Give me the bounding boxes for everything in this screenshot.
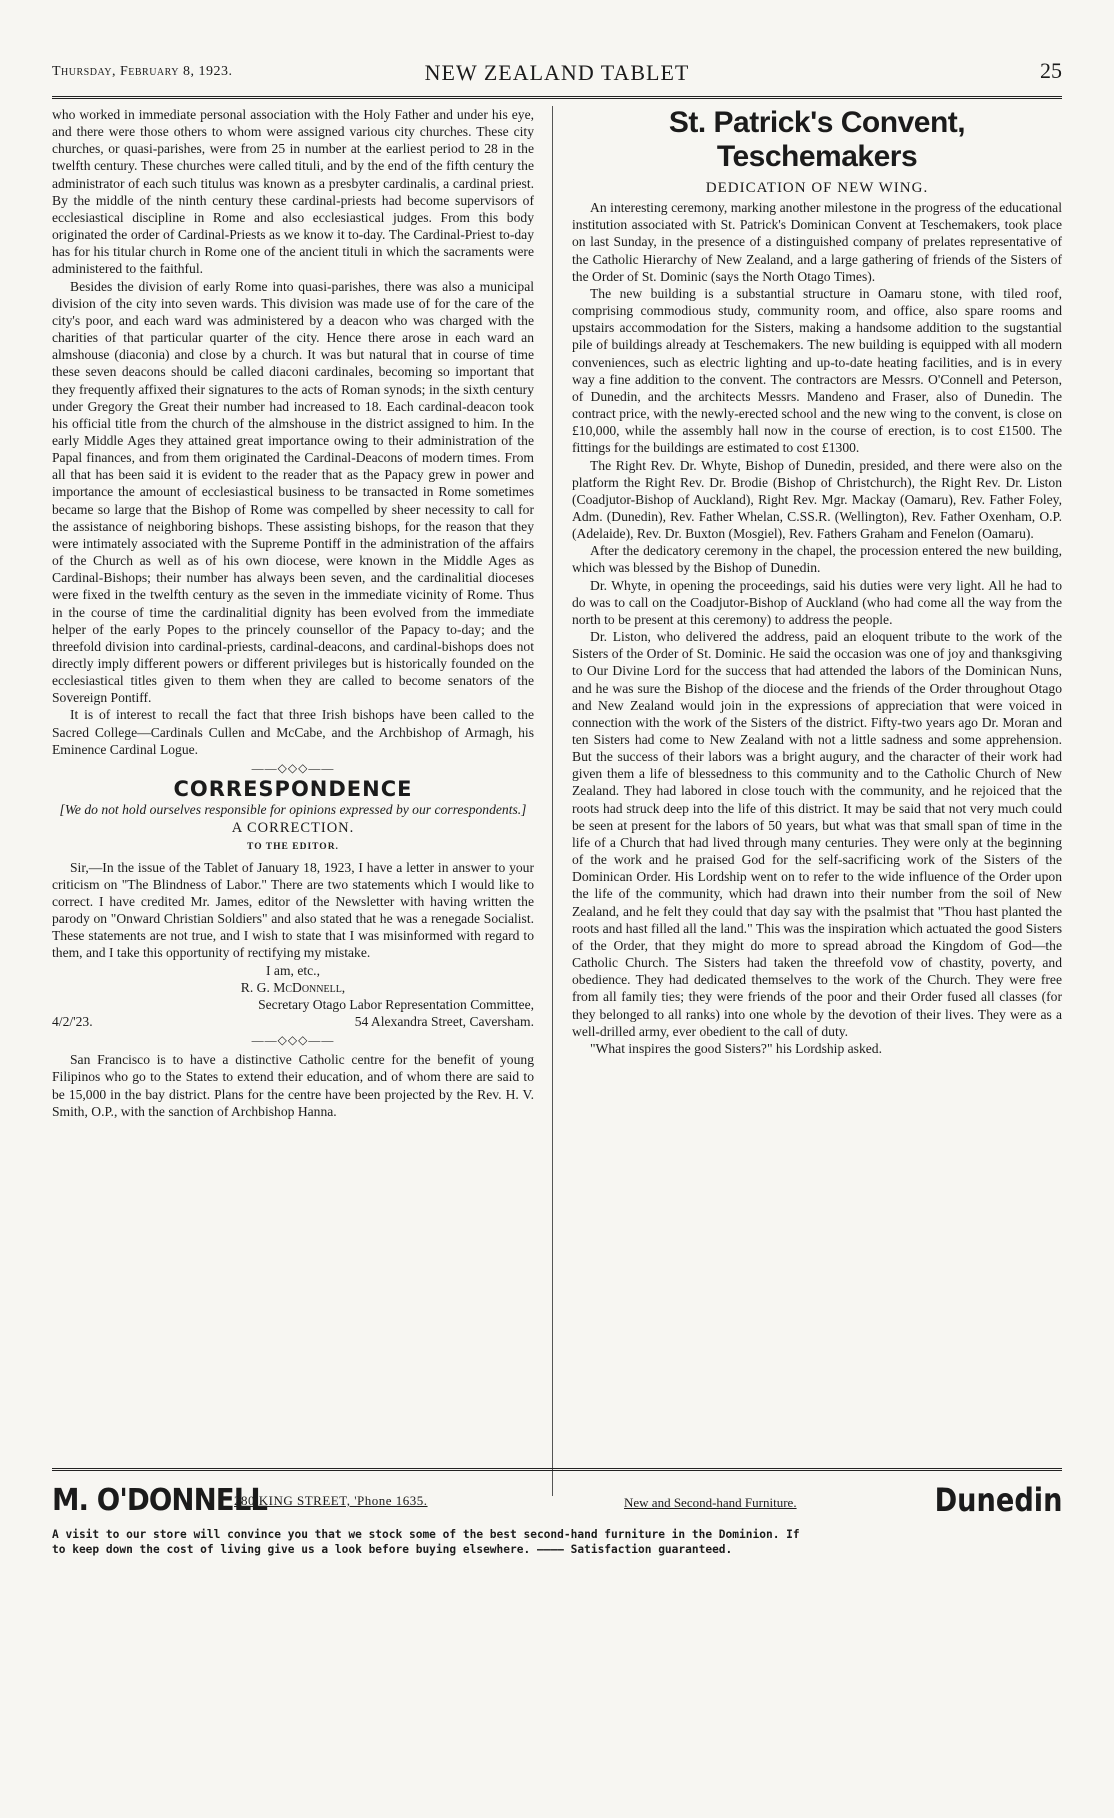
article-paragraph: "What inspires the good Sisters?" his Lordship asked.: [590, 1040, 882, 1056]
article-paragraph: An interesting ceremony, marking another milestone in the progress of the educational institution associated with St. Patrick's Dominican Convent at Teschemakers, took place on last Sunday, in the presence of a distinguished company of prelates representative of the Catholic Hierarchy of New Zealand, and a large gathering of friends of the Sisters of the Order of St. Dominic (says the North Otago Times).: [572, 200, 1062, 284]
article-paragraph: Dr. Whyte, in opening the proceedings, said his duties were very light. All he had to do was to call on the Coadjutor-Bishop of Auckland (who had come all the way from the north to be present at this ceremony) to address the people.: [572, 577, 1062, 627]
editorial-disclaimer: [We do not hold ourselves responsible for opinions expressed by our correspondents.]: [59, 802, 527, 818]
issue-date: Thursday, February 8, 1923.: [52, 64, 233, 79]
advertiser-city: Dunedin: [934, 1481, 1062, 1519]
letter-closing: I am, etc.,: [266, 962, 320, 978]
story-subheading: DEDICATION OF NEW WING.: [705, 180, 929, 196]
to-editor-label: TO THE EDITOR.: [247, 842, 339, 853]
right-column: [572, 106, 1062, 1057]
letter-date: 4/2/'23.: [52, 1013, 93, 1029]
correspondence-heading: CORRESPONDENCE: [173, 777, 413, 802]
masthead: [52, 58, 1062, 99]
section-divider: ——◇◇◇——: [251, 1033, 335, 1048]
page-number: 25: [1040, 58, 1062, 83]
advert-tagline: A visit to our store will convince you that we stock some of the best second-hand furniture in the Dominion. If: [52, 1528, 800, 1541]
section-divider: ——◇◇◇——: [251, 760, 335, 775]
story-headline: St. Patrick's Convent, Teschemakers: [668, 106, 966, 173]
article-paragraph: Besides the division of early Rome into quasi-parishes, there was also a municipal division of the city into seven wards. This division was made use of for the care of the city's poor, and each ward was administered by a deacon who was charged with the charities of that particular quarter of the city. Hence there arose in each ward an almshouse (diaconia) and close by a church. It was but natural that in course of time these seven deacons should be called diaconi cardinales, becoming so important that they frequently affixed their signatures to the acts of Roman synods; in the sixth century under Gregory the Great their number had increased to 18. Each cardinal-deacon took his official title from the church of the almshouse in the district assigned to him. In the early Middle Ages they attained great importance owing to their administration of the Papal finances, and from them originated the Cardinal-Deacons of modern times. From all that has been said it is evident to the reader that as the Papacy grew in power and importance the amount of ecclesiastical business to be transacted in Rome sometimes became so large that the Bishop of Rome was compelled by sheer necessity to call for the assistance of neighboring bishops. These assisting bishops, for the reason that they were intimately associated with the Supreme Pontiff in the administration of the affairs of the Church as well as of his own diocese, were known in the Middle Ages as Cardinal-Bishops; their number has always been seven, and the cardinalitial dioceses were fixed in the twelfth century as the seven in the immediate vicinity of Rome. Thus in the course of time the cardinalitial dignity has been evolved from the immediate helper of the early Popes to the princely counsellor of the Papacy to-day; and the threefold division into cardinal-priests, cardinal-deacons, and cardinal-bishops does not directly imply different powers or different privileges but is historically founded on the ecclesiastical titles given to them when they are called to become senators of the Sovereign Pontiff.: [52, 278, 534, 706]
correspondence-section: [52, 777, 534, 1030]
article-paragraph: It is of interest to recall the fact that three Irish bishops have been called to the Sacred College—Cardinals Cullen and McCabe, and the Archbishop of Armagh, his Eminence Cardinal Logue.: [52, 707, 534, 757]
advertiser-address: 280 KING STREET, 'Phone 1635.: [234, 1493, 428, 1508]
letter-body: Sir,—In the issue of the Tablet of January 18, 1923, I have a letter in answer to your criticism on "The Blindness of Labor." There are two statements which I would like to correct. I have credited Mr. James, editor of the Newsletter with having written the parody on "Onward Christian Soldiers" and also stated that he was a renegade Socialist. These statements are not true, and I wish to state that I was misinformed with regard to them, and I take this opportunity of rectifying my mistake.: [52, 859, 534, 961]
newspaper-title: NEW ZEALAND TABLET: [424, 60, 690, 85]
advert-tagline: to keep down the cost of living give us a look before buying elsewhere. ———— Satisfaction guaranteed.: [52, 1543, 733, 1556]
letter-title: A CORRECTION.: [231, 820, 355, 837]
left-column: [52, 106, 534, 1120]
article-paragraph: After the dedicatory ceremony in the chapel, the procession entered the new building, which was blessed by the Bishop of Dunedin.: [572, 543, 1062, 576]
letter-address: 54 Alexandra Street, Caversham.: [354, 1013, 534, 1029]
advertisement: [52, 1468, 1062, 1556]
column-rule: [552, 106, 553, 1496]
signatory-position: Secretary Otago Labor Representation Committee,: [258, 996, 534, 1012]
article-paragraph: The new building is a substantial structure in Oamaru stone, with tiled roof, comprising commodious study, community room, and office, also spare rooms and upstairs accommodation for the Sisters, making a handsome addition to the sugstantial pile of buildings already at Teschemakers. The new building is equipped with all modern conveniences, such as electric lighting and up-to-date heating facilities, and is in every way a fine addition to the convent. The contractors are Messrs. O'Connell and Peterson, of Dunedin, and the architects Messrs. Mandeno and Fraser, also of Dunedin. The contract price, with the newly-erected school and the new wing to the convent, is close on £10,000, while the assembly hall now in the course of erection, is to cost £1500. The fittings for the buildings are estimated to cost £1300.: [572, 285, 1062, 456]
letter-signature: R. G. McDonnell,: [240, 979, 346, 995]
letter-dateline: [52, 1013, 534, 1030]
article-paragraph: The Right Rev. Dr. Whyte, Bishop of Dunedin, presided, and there were also on the platform the Right Rev. Dr. Brodie (Bishop of Christchurch), the Right Rev. Dr. Liston (Coadjutor-Bishop of Auckland), Right Rev. Mgr. Mackay (Oamaru), Rev. Father Foley, Adm. (Dunedin), Rev. Father Whelan, C.SS.R. (Wellington), Rev. Father Oxenham, O.P. (Adelaide), Rev. Dr. Buxton (Mosgiel), Rev. Fathers Graham and Fenelon (Oamaru).: [572, 457, 1062, 542]
newspaper-page: [52, 58, 1062, 1798]
article-paragraph: who worked in immediate personal association with the Holy Father and under his eye, and there were those others to whom were assigned various city churches. These city churches, or quasi-parishes, were from 25 in number at the earliest period to 28 in the twelfth century. These churches were called tituli, and by the end of the fifth century the administrator of each such titulus was known as a presbyter cardinalis, a cardinal priest. By the middle of the ninth century these cardinal-priests had become supervisors of ecclesiastical discipline in Rome and also ecclesiastical judges. From this body originated the order of Cardinal-Priests as we know it to-day. The Cardinal-Priest to-day has for his titular church in Rome one of the ancient tituli in which the sacraments were administered to the faithful.: [52, 107, 534, 277]
news-paragraph: San Francisco is to have a distinctive Catholic centre for the benefit of young Filipinos who go to the States to extend their education, and of whom there are said to be 15,000 in the bay district. Plans for the centre have been projected by the Rev. H. V. Smith, O.P., with the sanction of Archbishop Hanna.: [52, 1052, 534, 1119]
advertiser-goods: New and Second-hand Furniture.: [624, 1495, 797, 1510]
article-paragraph: Dr. Liston, who delivered the address, paid an eloquent tribute to the work of the Sisters of the Order of St. Dominic. He said the occasion was one of joy and thanksgiving to Our Divine Lord for the success that had attended the labors of the Dominican Nuns, and he was sure the Bishop of the diocese and the friends of the Order throughout Otago and New Zealand would join in the expressions of appreciation that were voiced in connection with the work of the Sisters of the district. Fifty-two years ago Dr. Moran and ten Sisters had come to New Zealand with not a little sadness and some apprehension. But the success of their labors was a bright augury, and the character of their work had given them a life of blessedness to this community and to the Catholic Church of New Zealand. They had labored in close touch with the community, and he rejoiced that the roots had struck deep into the life of this district. It may be said that not very much could be seen at present for the labors of 50 years, but what was that small span of time in the life of a Church that had lived through many centuries. They were only at the beginning of the work and he praised God for the self-sacrificing work of the Sisters of the Dominican Order. His Lordship went on to refer to the wide influence of the Order upon the life of the community, which had drawn into their number from the soil of New Zealand, and he felt they could that day say with the psalmist that "Thou hast planted the roots and hast filled all the land." This was the inspiration which actuated the good Sisters of the Order, that they might do more to spread abroad the Kingdom of God—the Catholic Church. The Sisters had taken the threefold vow of chastity, poverty, and obedience. They had dedicated themselves to the work of the Church. They were free from all family ties; they were friends of the poor and their Order fused all classes (for they belonged to all ranks) into one whole by the devotion of their lives. They were as a well-drilled army, ever obedient to the call of duty.: [572, 629, 1062, 1039]
advertiser-name: M. O'DONNELL: [52, 1483, 268, 1518]
